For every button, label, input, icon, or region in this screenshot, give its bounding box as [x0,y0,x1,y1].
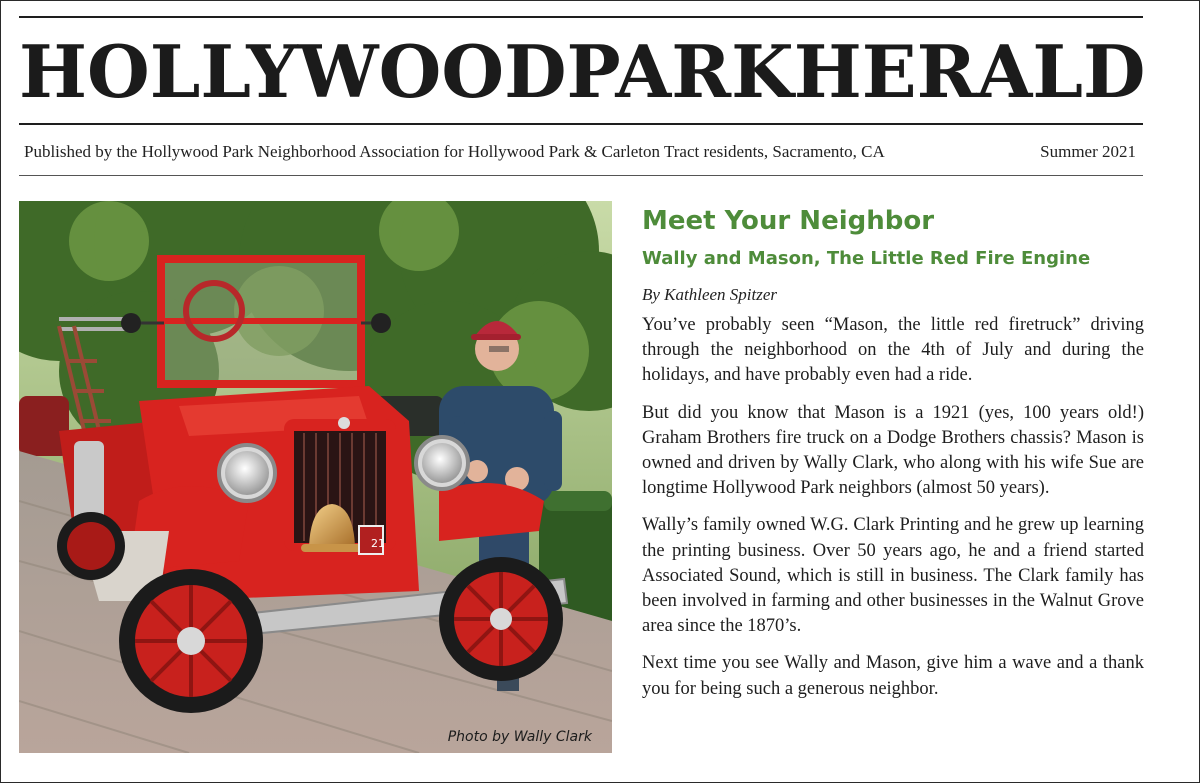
issue-date: Summer 2021 [1040,142,1136,161]
article-paragraph: Next time you see Wally and Mason, give him a wave and a thank you for being such a generous neighbor. [642,653,1144,699]
top-rule [19,16,1143,18]
feature-photo [19,201,612,753]
byline: By Kathleen Spitzer [642,285,778,304]
article-paragraph: But did you know that Mason is a 1921 (yes, 100 years old!) Graham Brothers fire truck on a Dodge Brothers chassis? Mason is owned and driven by Wally Clark, who along with his wife Sue are longtime Hollywood Park neighbors (almost 50 years). [642,402,1144,499]
masthead-word: HERALD [793,29,1146,114]
article-paragraph: You’ve probably seen “Mason, the little red firetruck” driving through the neighborhood on the 4th of July and during the holidays, and have probably even had a ride. [642,315,1144,386]
publisher-text: Published by the Hollywood Park Neighborhood Association for Hollywood Park & Carleton Tract residents, Sacramento, CA [24,142,885,161]
section-rule [19,175,1143,176]
wheel-front-left [119,569,263,713]
photo-credit: Photo by Wally Clark [447,729,592,745]
fire-engine-illustration [19,201,612,753]
masthead-title [19,22,1146,122]
wheel-rear [57,512,125,580]
publication-line [24,142,1136,162]
masthead-word: HOLLYWOOD [19,29,567,114]
article-headline: Wally and Mason, The Little Red Fire Engine [642,248,1091,269]
article-paragraph: Wally’s family owned W.G. Clark Printing and he grew up learning the printing business. Over 50 years ago, he and a friend started Associated Sound, which is still in business. The Clark family has been involved in farming and other businesses in the Walnut Grove area since the 1870’s. [642,515,1144,637]
section-kicker: Meet Your Neighbor [642,206,935,236]
plate-text: 21 [371,537,385,550]
masthead-rule [19,123,1143,125]
wheel-front-right [439,557,563,681]
article [642,203,1144,702]
masthead-word: PARK [566,29,794,114]
